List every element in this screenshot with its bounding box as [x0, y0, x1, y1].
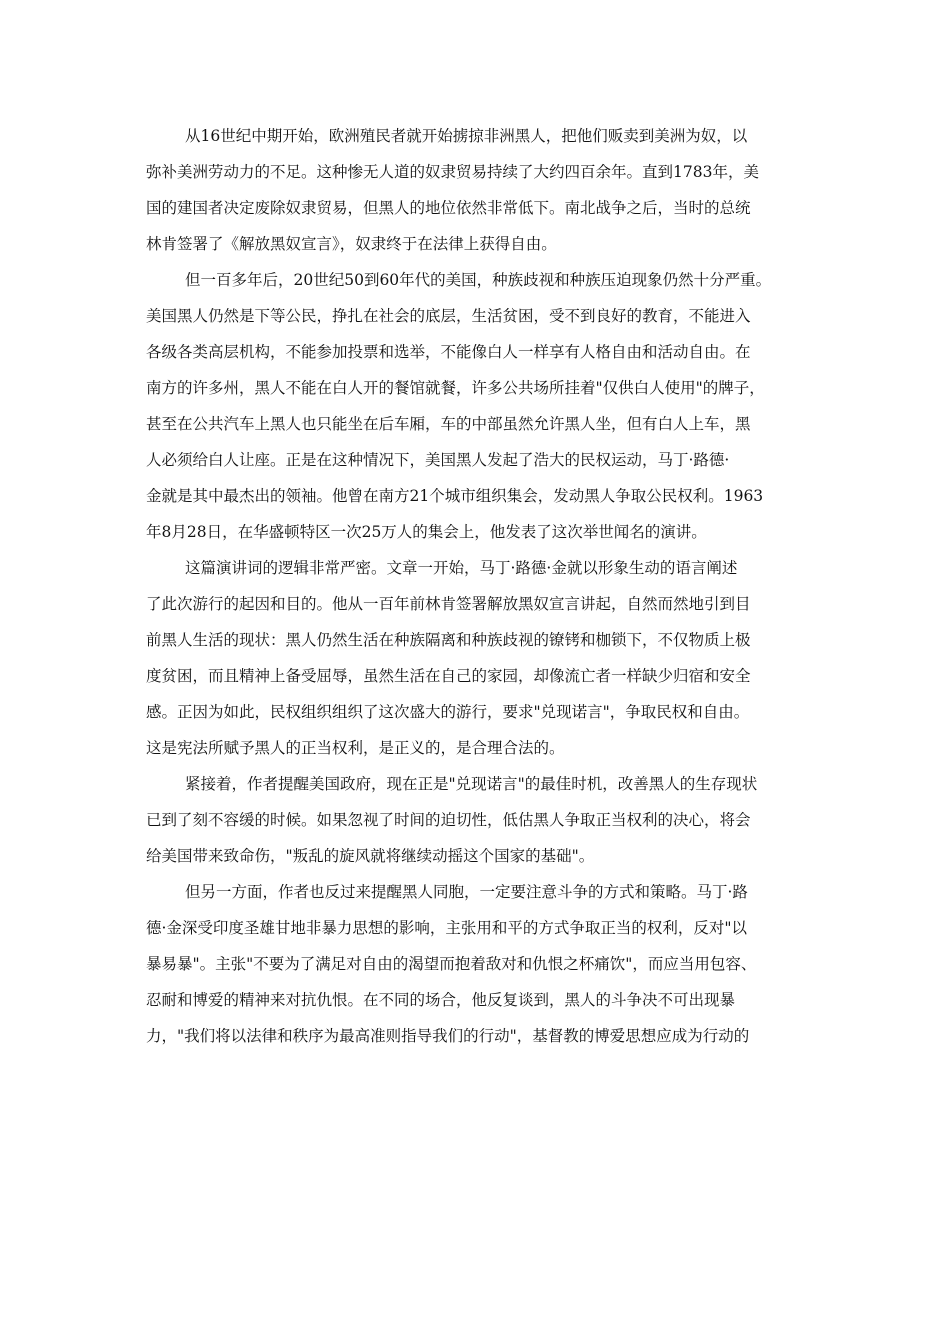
text-line: 各级各类高层机构，不能参加投票和选举，不能像白人一样享有人格自由和活动自由。在 [146, 343, 751, 361]
text-line: 从16世纪中期开始，欧洲殖民者就开始掳掠非洲黑人，把他们贩卖到美洲为奴，以 [185, 127, 748, 145]
text-line: 弥补美洲劳动力的不足。这种惨无人道的奴隶贸易持续了大约四百余年。直到1783年，美 [146, 163, 759, 181]
paragraph-4 [146, 766, 821, 874]
paragraph-1 [146, 118, 821, 262]
text-line: 人必须给白人让座。正是在这种情况下，美国黑人发起了浩大的民权运动，马丁·路德· [146, 451, 730, 469]
text-line: 已到了刻不容缓的时候。如果忽视了时间的迫切性，低估黑人争取正当权利的决心，将会 [146, 811, 751, 829]
text-line: 但一百多年后，20世纪50到60年代的美国，种族歧视和种族压迫现象仍然十分严重。 [185, 271, 772, 289]
text-line: 金就是其中最杰出的领袖。他曾在南方21个城市组织集会，发动黑人争取公民权利。1963 [146, 487, 764, 505]
text-line: 忍耐和博爱的精神来对抗仇恨。在不同的场合，他反复谈到，黑人的斗争决不可出现暴 [146, 991, 736, 1009]
text-line: 美国黑人仍然是下等公民，挣扎在社会的底层，生活贫困，受不到良好的教育，不能进入 [146, 307, 751, 325]
text-line: 感。正因为如此，民权组织组织了这次盛大的游行，要求"兑现诺言"，争取民权和自由。 [146, 703, 750, 721]
text-line: 紧接着，作者提醒美国政府，现在正是"兑现诺言"的最佳时机，改善黑人的生存现状 [185, 775, 758, 793]
text-line: 了此次游行的起因和目的。他从一百年前林肯签署解放黑奴宣言讲起，自然而然地引到目 [146, 595, 751, 613]
paragraph-5 [146, 874, 821, 1054]
text-line: 前黑人生活的现状：黑人仍然生活在种族隔离和种族歧视的镣铐和枷锁下，不仅物质上极 [146, 631, 751, 649]
text-line: 这篇演讲词的逻辑非常严密。文章一开始，马丁·路德·金就以形象生动的语言阐述 [185, 559, 738, 577]
text-line: 度贫困，而且精神上备受屈辱，虽然生活在自己的家园，却像流亡者一样缺少归宿和安全 [146, 667, 751, 685]
text-line: 甚至在公共汽车上黑人也只能坐在后车厢，车的中部虽然允许黑人坐，但有白人上车，黑 [146, 415, 751, 433]
text-line: 但另一方面，作者也反过来提醒黑人同胞，一定要注意斗争的方式和策略。马丁·路 [185, 883, 748, 901]
text-line: 给美国带来致命伤，"叛乱的旋风就将继续动摇这个国家的基础"。 [146, 847, 595, 865]
text-line: 年8月28日，在华盛顿特区一次25万人的集会上，他发表了这次举世闻名的演讲。 [146, 523, 707, 541]
text-line: 南方的许多州，黑人不能在白人开的餐馆就餐，许多公共场所挂着"仅供白人使用"的牌子， [146, 379, 765, 397]
text-line: 力，"我们将以法律和秩序为最高准则指导我们的行动"，基督教的博爱思想应成为行动的 [146, 1027, 750, 1045]
paragraph-2 [146, 262, 821, 550]
text-line: 林肯签署了《解放黑奴宣言》，奴隶终于在法律上获得自由。 [146, 235, 557, 253]
paragraph-3 [146, 550, 821, 766]
text-line: 暴易暴"。主张"不要为了满足对自由的渴望而抱着敌对和仇恨之杯痛饮"，而应当用包容、 [146, 955, 757, 973]
text-line: 这是宪法所赋予黑人的正当权利，是正义的，是合理合法的。 [146, 739, 565, 757]
text-line: 德·金深受印度圣雄甘地非暴力思想的影响，主张用和平的方式争取正当的权利，反对"以 [146, 919, 748, 937]
document-body [146, 118, 821, 1054]
text-line: 国的建国者决定废除奴隶贸易，但黑人的地位依然非常低下。南北战争之后，当时的总统 [146, 199, 751, 217]
